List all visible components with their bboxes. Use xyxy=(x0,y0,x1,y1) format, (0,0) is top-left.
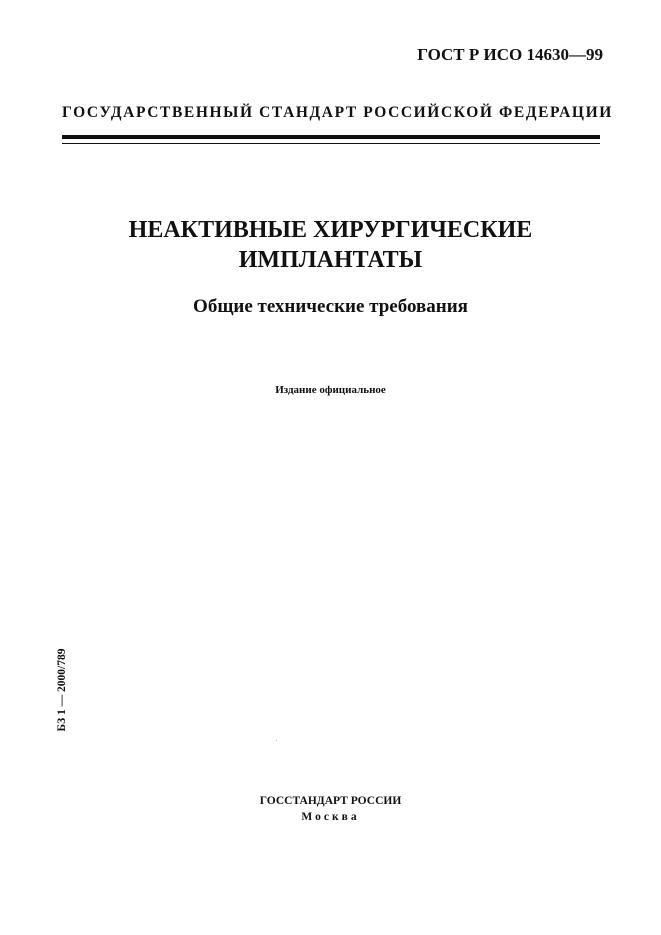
document-subtitle: Общие технические требования xyxy=(193,296,468,317)
document-title xyxy=(0,215,661,275)
registration-code: БЗ 1 — 2000/789 xyxy=(56,648,68,732)
gost-code: ГОСТ Р ИСО 14630—99 xyxy=(417,45,603,64)
publisher-city: Москва xyxy=(301,811,360,823)
scan-speck xyxy=(276,740,277,741)
header-rule-thin xyxy=(62,143,600,144)
publisher-name: ГОССТАНДАРТ РОССИИ xyxy=(259,795,402,807)
document-title-line-1: НЕАКТИВНЫЕ ХИРУРГИЧЕСКИЕ xyxy=(128,217,533,243)
header-rule-thick xyxy=(62,135,600,139)
edition-label: Издание официальное xyxy=(275,384,386,396)
document-title-line-2: ИМПЛАНТАТЫ xyxy=(238,247,423,273)
state-standard-heading: ГОСУДАРСТВЕННЫЙ СТАНДАРТ РОССИЙСКОЙ ФЕДЕРАЦИИ xyxy=(62,104,613,121)
